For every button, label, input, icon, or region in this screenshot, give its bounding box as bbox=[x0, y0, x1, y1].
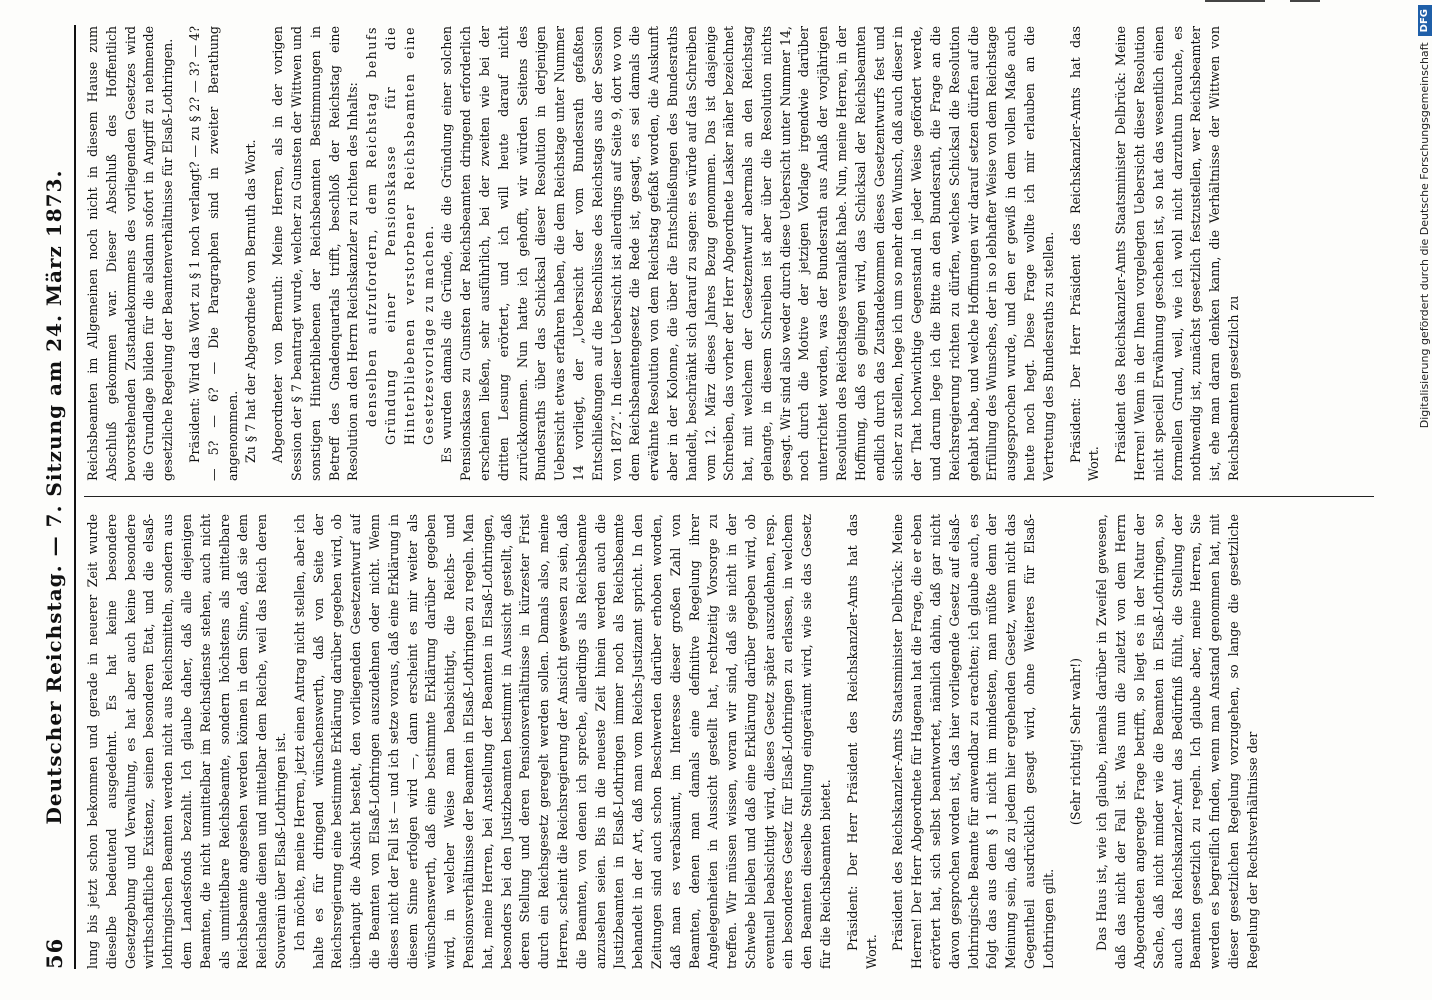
paragraph: Es wurden damals die Gründe, die die Gründung einer solchen Pensionskasse zu Gunsten der Reichsbeamten dringend erforderlich erscheinen ließen, sehr ausführlich, bei der zweiten wie bei der dritten Lesung erörtert, und ich will heute darauf nicht zurückkommen. Nun hatte ich gehofft, wir würden Seitens des Bundesraths über das Schicksal dieser Resolution in derjenigen Uebersicht etwas erfahren haben, die dem Reichstage unter Nummer 14 vorliegt, der „Uebersicht der vom Bundesrath gefaßten Entschließungen auf die Beschlüsse des Reichstags aus der Session von 1872“. In dieser Uebersicht ist allerdings auf Seite 9, dort wo von dem Reichsbeamtengesetz die Rede ist, gesagt, es sei damals die erwähnte Resolution von dem Reichstag gefaßt worden, die Auskunft aber in der Kolonne, die über die Entschließungen des Bundesraths handelt, beschränkt sich darauf zu sagen: es würde auf das Schreiben vom 12. März dieses Jahres Bezug genommen. Das ist dasjenige Schreiben, das vorher der Herr Abgeordnete Lasker näher bezeichnet hat, mit welchem der Gesetzentwurf abermals an den Reichstag gelangte, in diesem Schreiben ist aber über die Resolution nichts gesagt. Wir sind also weder durch diese Uebersicht unter Nummer 14, noch durch die Motive der jetzigen Vorlage irgendwie darüber unterrichtet worden, was der Bundesrath aus Anlaß der vorjährigen Resolution des Reichstages veranlaßt habe. Nun, meine Herren, in der Hoffnung, daß es gelingen wird, das Schicksal der Reichsbeamten endlich durch das Zustandekommen dieses Gesetzentwurfs fest und sicher zu stellen, hege ich um so mehr den Wunsch, daß auch dieser in der That hochwichtige Gegenstand in jeder Weise gefördert werde, und darum lege ich die Bitte an den Bundesrath, die Frage an die Reichsregierung richten zu dürfen, welches Schicksal die Resolution gehabt habe, und welche Hoffnungen wir darauf setzen dürfen auf die Erfüllung des Wunsches, der in so lebhafter Weise von dem Reichstage ausgesprochen wurde, und den er gewiß in dem vollen Maße auch heute noch hegt. Diese Frage wollte ich mir erlauben an die Vertretung des Bundesraths zu stellen. bbox=[439, 26, 1056, 481]
running-head bbox=[40, 25, 70, 969]
resolution-quote: denselben aufzufordern, dem Reichstag behufs Gründung einer Pensionskasse für die Hinterbliebenen verstorbener Reichsbeamten eine Gesetzesvorlage zu machen. bbox=[364, 26, 436, 445]
digitization-credit bbox=[1418, 5, 1432, 995]
president-remark: Präsident: Der Herr Präsident des Reichskanzler-Amts hat das Wort. bbox=[844, 514, 879, 969]
right-column bbox=[84, 26, 1384, 481]
page-number: 56 bbox=[42, 937, 67, 969]
paragraph: lung bis jetzt schon bekommen und gerade in neuerer Zeit wurde dieselbe bedeutend ausgedehnt. Es hat keine besondere Gesetzgebung und Verwaltung, es hat aber auch keine besondere wirthschaftliche Existenz, seinen besonderen Etat, und die elsaß-lothringischen Beamten werden nicht aus Reichsmitteln, sondern aus dem Landesfonds bezahlt. Ich glaube daher, daß alle diejenigen Beamten, die nicht unmittelbar im Reichsdienste stehen, auch nicht als unmittelbare Reichsbeamte, sondern höchstens als mittelbare Reichsbeamte angesehen werden können in dem Sinne, daß sie dem Reichslande dienen und mittelbar dem Reiche, weil das Reich deren Souverain über Elsaß-Lothringen ist. bbox=[85, 514, 288, 969]
scan-artifact bbox=[1290, 0, 1320, 2]
bernuth-speech: Abgeordneter von Bernuth: Meine Herren, als in der vorigen Session der § 7 beantragt wurde, welcher zu Gunsten der Wittwen und sonstigen Hinterbliebenen der Reichsbeamten Bestimmungen in Betreff des Gnadenquartals trifft, beschloß der Reichstag eine Resolution an den Herrn Reichskanzler zu richten des Inhalts: bbox=[270, 26, 361, 481]
president-remark: Präsident: Der Herr Präsident des Reichskanzler-Amts hat das Wort. bbox=[1067, 26, 1102, 481]
rotated-print-page bbox=[30, 7, 1415, 987]
dfg-logo: DFG bbox=[1418, 5, 1432, 36]
left-column bbox=[84, 514, 1384, 969]
president-remark: Präsident: Wird das Wort zu § 1 noch verlangt? — zu § 2? — 3? — 4? — 5? — 6? — Die Paragraphen sind in zweiter Berathung angenommen. bbox=[186, 26, 240, 481]
president-remark: Zu § 7 hat der Abgeordnete von Bernuth das Wort. bbox=[243, 139, 259, 463]
credit-text: Digitalisierung gefördert durch die Deutsche Forschungsgemeinschaft bbox=[1418, 42, 1431, 429]
paragraph: Das Haus ist, wie ich glaube, niemals darüber in Zweifel gewesen, daß das nicht der Fall ist. Was nun die zuletzt von dem Herrn Abgeordneten angeregte Frage betrifft, so liegt es in der Natur der Sache, daß nicht minder wie die Beamten in Elsaß-Lothringen, so auch das Reichskanzler-Amt das Bedürfniß fühlt, die Stellung der Beamten gesetzlich zu regeln. Ich glaube aber, meine Herren, Sie werden es begreiflich finden, wenn man Anstand genommen hat, mit dieser gesetzlichen Regelung vorzugehen, so lange die gesetzliche Regelung der Rechtsverhältnisse der bbox=[1094, 514, 1260, 969]
scan-artifact bbox=[1205, 0, 1265, 2]
delbrueck-speech: Präsident des Reichskanzler-Amts Staatsminister Delbrück: Meine Herren! Wenn in der Ihnen vorgelegten Uebersicht dieser Resolution nicht speciell Erwähnung geschehen ist, so hat das wesentlich einen formellen Grund, weil, wie ich wohl nicht darzuthun brauche, es nothwendig ist, zunächst gesetzlich festzustellen, wer Reichsbeamter ist, ehe man daran denken kann, die Verhältnisse der Wittwen von Reichsbeamten gesetzlich zu bbox=[1113, 26, 1242, 481]
delbrueck-speech: Präsident des Reichskanzler-Amts Staatsminister Delbrück: Meine Herren! Der Herr Abgeordnete für Hagenau hat die Frage, die er eben erörtert hat, sich selbst beantwortet, nämlich dahin, daß gar nicht davon gesprochen worden ist, das hier vorliegende Gesetz auf elsaß-lothringische Beamte für anwendbar zu erachten; ich glaube auch, es folgt das aus dem § 1 nicht im mindesten, man müßte denn der Meinung sein, daß zu jedem hier ergehenden Gesetz, wenn nicht das Gegentheil ausdrücklich gesagt wird, ohne Weiteres für Elsaß-Lothringen gilt. bbox=[890, 514, 1056, 969]
applause-note: (Sehr richtig! Sehr wahr!) bbox=[1067, 657, 1083, 826]
paragraph: Reichsbeamten im Allgemeinen noch nicht in diesem Hause zum Abschluß gekommen war. Dieser Abschluß des Hoffentlich bevorstehenden Zustandekommens des vorliegenden Gesetzes wird die Grundlage bilden für die alsdann sofort in Angriff zu nehmende gesetzliche Regelung der Beamtenverhältnisse für Elsaß-Lothringen. bbox=[85, 26, 176, 481]
header-rule bbox=[74, 25, 76, 969]
paragraph: Ich möchte, meine Herren, jetzt einen Antrag nicht stellen, aber ich halte es für dringend wünschenswerth, daß von Seite der Reichsregierung eine bestimmte Erklärung darüber gegeben wird, ob überhaupt die Absicht besteht, den vorliegenden Gesetzentwurf auf die Beamten von Elsaß-Lothringen auszudehnen oder nicht. Wenn dieses nicht der Fall ist — und ich setze voraus, daß eine Erklärung in diesem Sinne erfolgen wird —, dann erscheint es mir weiter als wünschenswerth, daß eine bestimmte Erklärung darüber gegeben wird, in welcher Weise man beabsichtigt, die Reichs- und Pensionsverhältnisse der Beamten in Elsaß-Lothringen zu regeln. Man hat, meine Herren, bei Anstellung der Beamten in Elsaß-Lothringen, besonders bei den Justizbeamten bestimmt in Aussicht gestellt, daß deren Stellung und deren Pensionsverhältnisse in kürzester Frist durch ein Reichsgesetz geregelt werden sollen. Damals also, meine Herren, scheint die Reichsregierung der Ansicht gewesen zu sein, daß die Beamten, von denen ich spreche, allerdings als Reichsbeamte anzusehen seien. Bis in die neueste Zeit hinein werden auch die Justizbeamten in Elsaß-Lothringen immer noch als Reichsbeamte behandelt in der Art, daß man vom Reichs-Justizamt spricht. In den Zeitungen sind auch schon Beschwerden darüber erhoben worden, daß man es verabsäumt, im Interesse dieser großen Zahl von Beamten, denen man damals eine definitive Regelung ihrer Angelegenheiten in Aussicht gestellt hat, rechtzeitig Vorsorge zu treffen. Wir müssen wissen, woran wir sind, daß sie nicht in der Schwebe bleiben und daß eine Erklärung darüber gegeben wird, ob eventuell beabsichtigt wird, dieses Gesetz später auszudehnen, resp. ein besonderes Gesetz für Elsaß-Lothringen zu erlassen, in welchem den Beamten dieselbe Stellung eingeräumt wird, wie sie das Gesetz für die Reichsbeamten bietet. bbox=[291, 514, 834, 969]
column-divider bbox=[84, 496, 1374, 497]
header-title: Deutscher Reichstag. — 7. Sitzung am 24. März 1873. bbox=[42, 169, 66, 825]
